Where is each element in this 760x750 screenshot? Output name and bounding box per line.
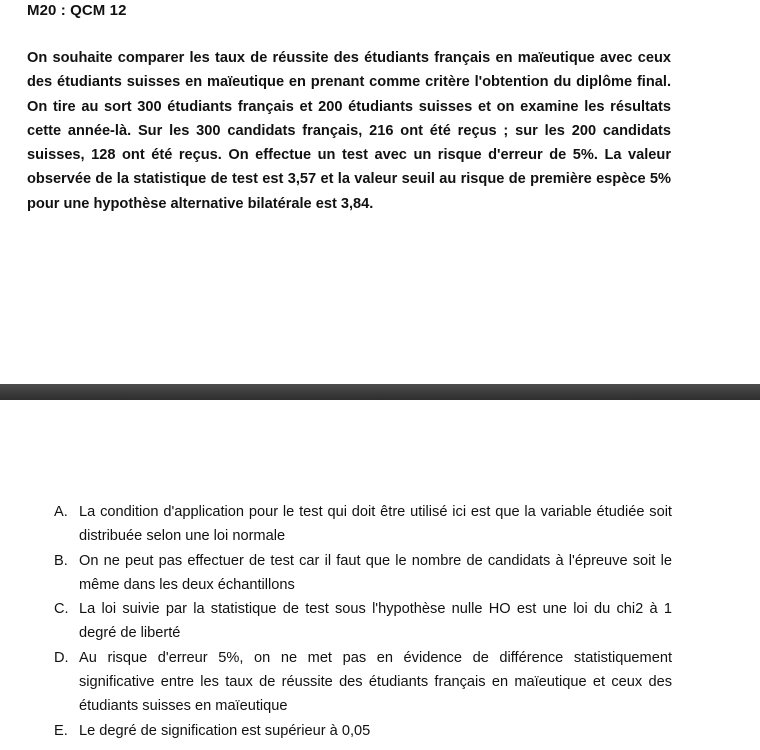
option-text: Au risque d'erreur 5%, on ne met pas en évidence de différence statistiquement significative entre les taux de réussite des étudiants français en maïeutique et ceux des étudiants suisses en maïeutique (79, 649, 672, 715)
answer-option-b[interactable] (54, 549, 672, 598)
option-letter: D. (54, 649, 69, 666)
option-text: On ne peut pas effectuer de test car il faut que le nombre de candidats à l'épreuve soit le même dans les deux échantillons (79, 552, 672, 593)
page-divider (0, 384, 760, 400)
answer-option-c[interactable] (54, 597, 672, 646)
option-text: La loi suivie par la statistique de test sous l'hypothèse nulle HO est une loi du chi2 à 1 degré de liberté (79, 601, 672, 642)
answer-option-e[interactable] (54, 719, 672, 743)
answer-options-list (54, 500, 672, 743)
question-statement: On souhaite comparer les taux de réussite des étudiants français en maïeutique avec ceux des étudiants suisses en maïeutique en prenant comme critère l'obtention du diplôme final. On tire au sort 300 étudiants français et 200 étudiants suisses et on examine les résultats cette année-là. Sur les 300 candidats français, 216 ont été reçus ; sur les 200 candidats suisses, 128 ont été reçus. On effectue un test avec un risque d'erreur de 5%. La valeur observée de la statistique de test est 3,57 et la valeur seuil au risque de première espèce 5% pour une hypothèse alternative bilatérale est 3,84. (27, 50, 671, 212)
option-letter: C. (54, 601, 69, 618)
answer-option-d[interactable] (54, 646, 672, 719)
answer-option-a[interactable] (54, 500, 672, 549)
option-text: La condition d'application pour le test qui doit être utilisé ici est que la variable étudiée soit distribuée selon une loi normale (79, 504, 672, 545)
option-letter: A. (54, 504, 68, 520)
option-text: Le degré de signification est supérieur à 0,05 (79, 722, 371, 739)
option-letter: B. (54, 552, 68, 569)
question-heading: M20 : QCM 12 (27, 2, 127, 19)
option-letter: E. (54, 722, 68, 739)
